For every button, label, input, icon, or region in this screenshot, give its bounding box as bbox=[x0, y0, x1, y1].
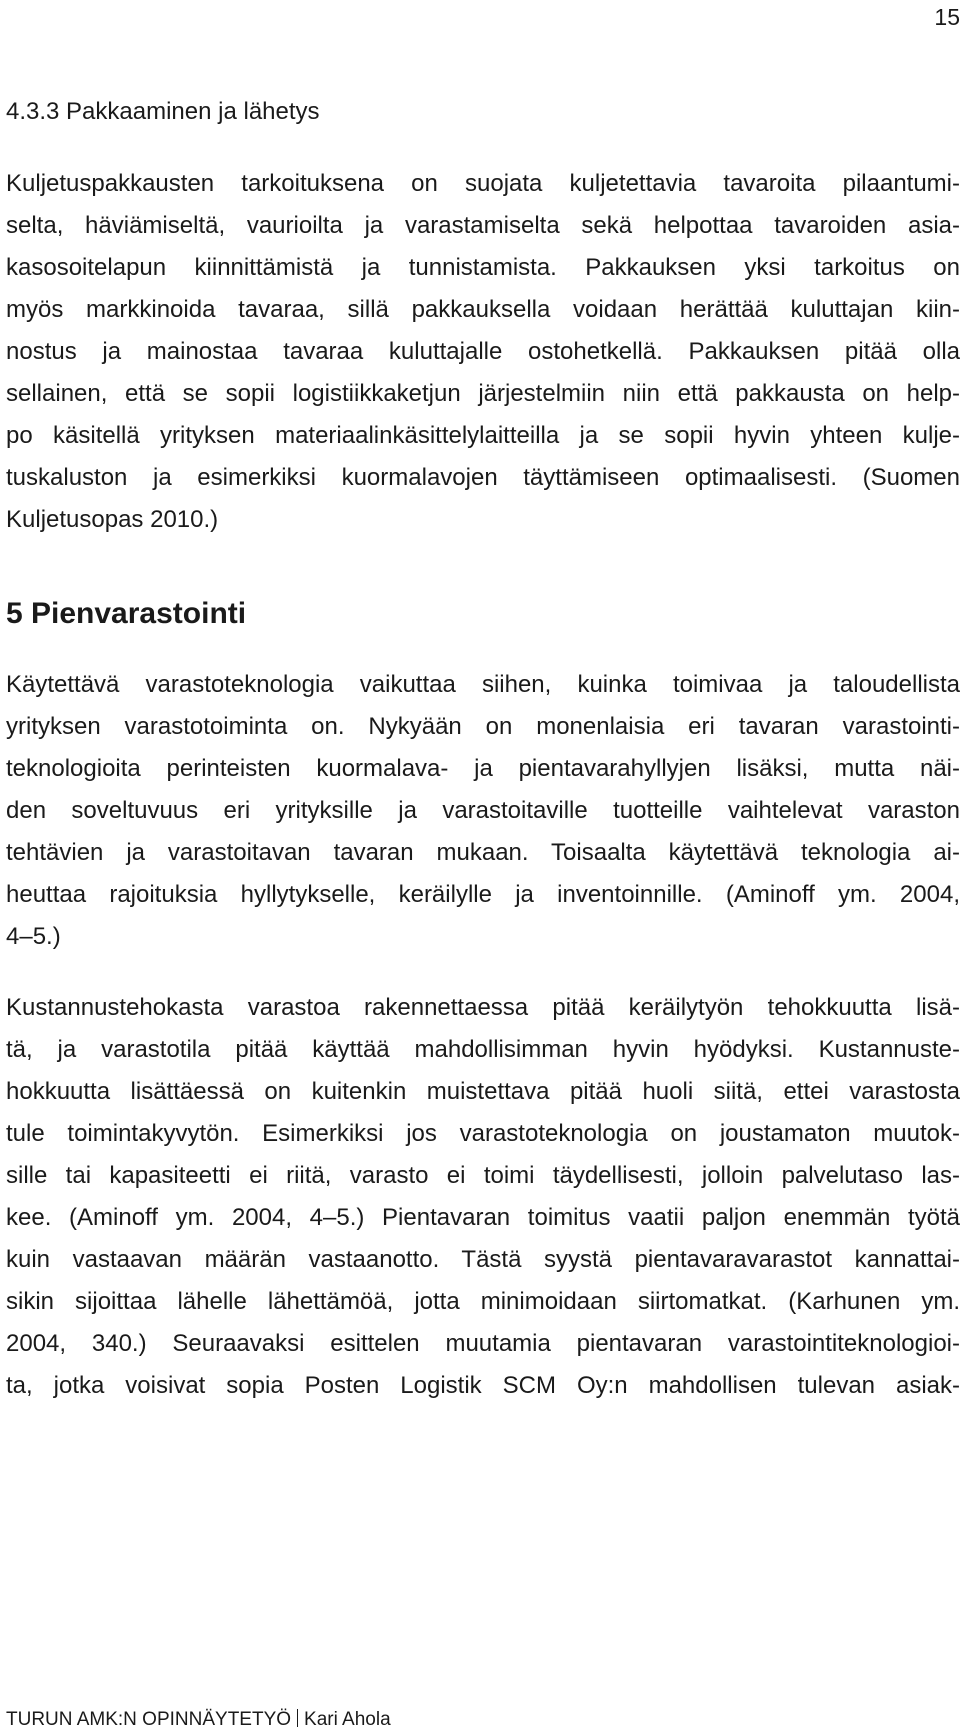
paragraph-line: nostus ja mainostaa tavaraa kuluttajalle ostohetkellä. Pakkauksen pitää olla bbox=[6, 338, 960, 365]
footer-author: Kari Ahola bbox=[304, 1709, 391, 1730]
paragraph-line: kasosoitelapun kiinnittämistä ja tunnistamista. Pakkauksen yksi tarkoitus on bbox=[6, 254, 960, 281]
paragraph-line: selta, häviämiseltä, vaurioilta ja varastamiselta sekä helpottaa tavaroiden asia- bbox=[6, 212, 960, 239]
paragraph-line: Kustannustehokasta varastoa rakennettaessa pitää keräilytyön tehokkuutta lisä- bbox=[6, 994, 960, 1021]
paragraph-line: tehtävien ja varastoitavan tavaran mukaan. Toisaalta käytettävä teknologia ai- bbox=[6, 839, 960, 866]
paragraph-line: heuttaa rajoituksia hyllytykselle, keräilylle ja inventoinnille. (Aminoff ym. 2004, bbox=[6, 881, 960, 908]
paragraph-line: hokkuutta lisättäessä on kuitenkin muistettava pitää huoli siitä, ettei varastosta bbox=[6, 1078, 960, 1105]
paragraph-line: tule toimintakyvytön. Esimerkiksi jos varastoteknologia on joustamaton muutok- bbox=[6, 1120, 960, 1147]
paragraph-line: Käytettävä varastoteknologia vaikuttaa siihen, kuinka toimivaa ja taloudellista bbox=[6, 671, 960, 698]
footer-institution: TURUN AMK:N OPINNÄYTETYÖ bbox=[6, 1709, 292, 1730]
paragraph-line: tuskaluston ja esimerkiksi kuormalavojen täyttämiseen optimaalisesti. (Suomen bbox=[6, 464, 960, 491]
paragraph-line: sikin sijoittaa lähelle lähettämöä, jotta minimoidaan siirtomatkat. (Karhunen ym. bbox=[6, 1288, 960, 1315]
paragraph-line: sellainen, että se sopii logistiikkaketjun järjestelmiin niin että pakkausta on help- bbox=[6, 380, 960, 407]
paragraph-line: myös markkinoida tavaraa, sillä pakkauksella voidaan herättää kuluttajan kiin- bbox=[6, 296, 960, 323]
footer-separator bbox=[297, 1709, 298, 1727]
paragraph-line: kuin vastaavan määrän vastaanotto. Tästä syystä pientavaravarastot kannattai- bbox=[6, 1246, 960, 1273]
paragraph-line: Kuljetuspakkausten tarkoituksena on suojata kuljetettavia tavaroita pilaantumi- bbox=[6, 170, 960, 197]
paragraph-line: po käsitellä yrityksen materiaalinkäsittelylaitteilla ja se sopii hyvin yhteen kulje- bbox=[6, 422, 960, 449]
paragraph-line: teknologioita perinteisten kuormalava- ja pientavarahyllyjen lisäksi, mutta näi- bbox=[6, 755, 960, 782]
paragraph-line: Kuljetusopas 2010.) bbox=[6, 506, 219, 533]
subsection-heading: 4.3.3 Pakkaaminen ja lähetys bbox=[6, 98, 320, 125]
paragraph-line: yrityksen varastotoiminta on. Nykyään on monenlaisia eri tavaran varastointi- bbox=[6, 713, 960, 740]
paragraph-line: kee. (Aminoff ym. 2004, 4–5.) Pientavaran toimitus vaatii paljon enemmän työtä bbox=[6, 1204, 960, 1231]
page-footer bbox=[6, 1708, 391, 1732]
section-heading: 5 Pienvarastointi bbox=[6, 597, 247, 630]
paragraph-line: tä, ja varastotila pitää käyttää mahdollisimman hyvin hyödyksi. Kustannuste- bbox=[6, 1036, 960, 1063]
paragraph-line: den soveltuvuus eri yrityksille ja varastoitaville tuotteille vaihtelevat varaston bbox=[6, 797, 960, 824]
paragraph-line: sille tai kapasiteetti ei riitä, varasto ei toimi täydellisesti, jolloin palvelutaso las- bbox=[6, 1162, 960, 1189]
paragraph-line: ta, jotka voisivat sopia Posten Logistik SCM Oy:n mahdollisen tulevan asiak- bbox=[6, 1372, 960, 1399]
paragraph-line: 4–5.) bbox=[6, 923, 61, 950]
paragraph-line: 2004, 340.) Seuraavaksi esittelen muutamia pientavaran varastointiteknologioi- bbox=[6, 1330, 960, 1357]
page-number: 15 bbox=[934, 4, 960, 30]
